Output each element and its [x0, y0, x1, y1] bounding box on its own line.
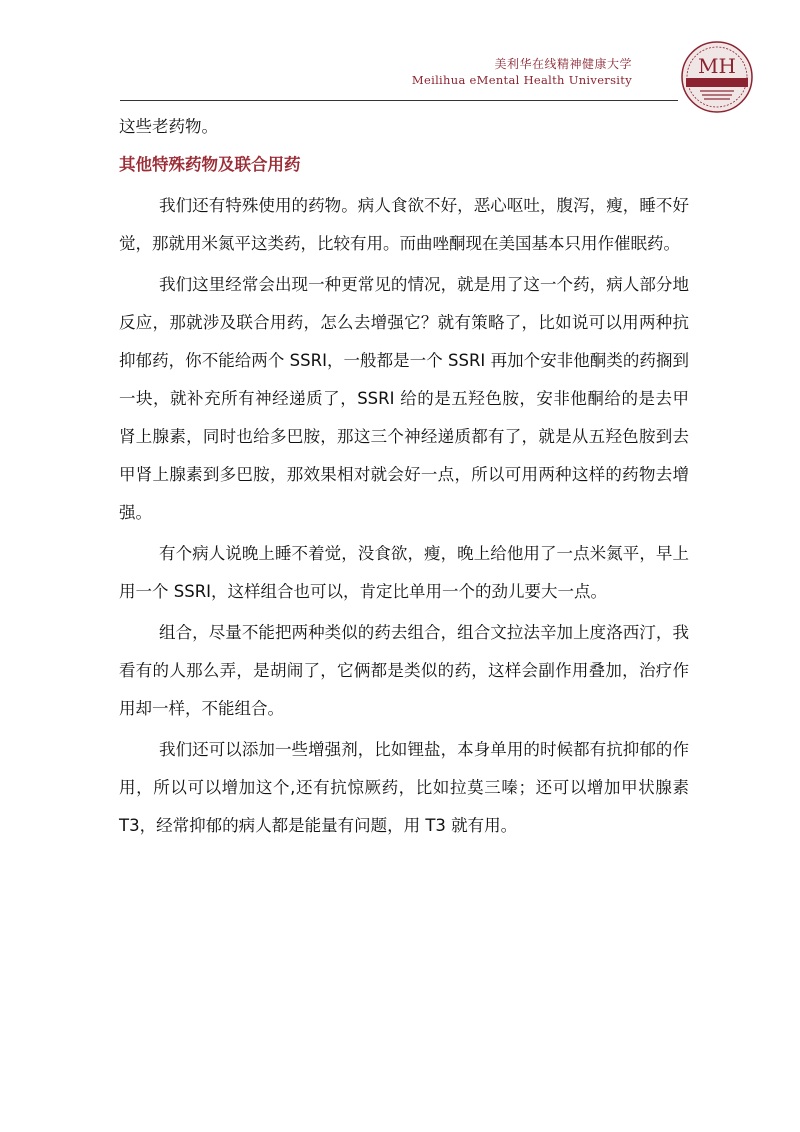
document-body	[119, 108, 689, 845]
paragraph: 有个病人说晚上睡不着觉，没食欲，瘦，晚上给他用了一点米氮平，早上用一个 SSRI，这样组合也可以，肯定比单用一个的劲儿要大一点。	[119, 544, 689, 601]
paragraph: 我们还有特殊使用的药物。病人食欲不好，恶心呕吐，腹泻，瘦，睡不好觉，那就用米氮平这类药，比较有用。而曲唑酮现在美国基本只用作催眠药。	[119, 196, 689, 253]
paragraph: 我们还可以添加一些增强剂，比如锂盐，本身单用的时候都有抗抑郁的作用，所以可以增加这个,还有抗惊厥药，比如拉莫三嗪；还可以增加甲状腺素 T3，经常抑郁的病人都是能量有问题，用 T3 就有用。	[119, 740, 689, 835]
paragraph: 组合，尽量不能把两种类似的药去组合，组合文拉法辛加上度洛西汀，我看有的人那么弄，是胡闹了，它俩都是类似的药，这样会副作用叠加，治疗作用却一样，不能组合。	[119, 623, 689, 718]
section-title: 其他特殊药物及联合用药	[119, 155, 301, 174]
header-en-name: Meilihua eMental Health University	[411, 73, 632, 87]
logo-text: MH	[698, 54, 736, 78]
header-divider	[120, 100, 678, 101]
header-cn-name: 美利华在线精神健康大学	[494, 57, 632, 71]
paragraph: 我们这里经常会出现一种更常见的情况，就是用了这一个药，病人部分地反应，那就涉及联合用药，怎么去增强它？就有策略了，比如说可以用两种抗抑郁药，你不能给两个 SSRI，一般都是一个 SSRI 再加个安非他酮类的药搁到一块，就补充所有神经递质了，SSRI 给的是五羟色胺，安非他酮给的是去甲肾上腺素，同时也给多巴胺，那这三个神经递质都有了，就是从五羟色胺到去甲肾上腺素到多巴胺，那效果相对就会好一点，所以可用两种这样的药物去增强。	[119, 275, 689, 522]
header-brand	[412, 56, 632, 88]
lead-line: 这些老药物。	[119, 117, 218, 136]
university-logo-icon	[680, 40, 754, 114]
